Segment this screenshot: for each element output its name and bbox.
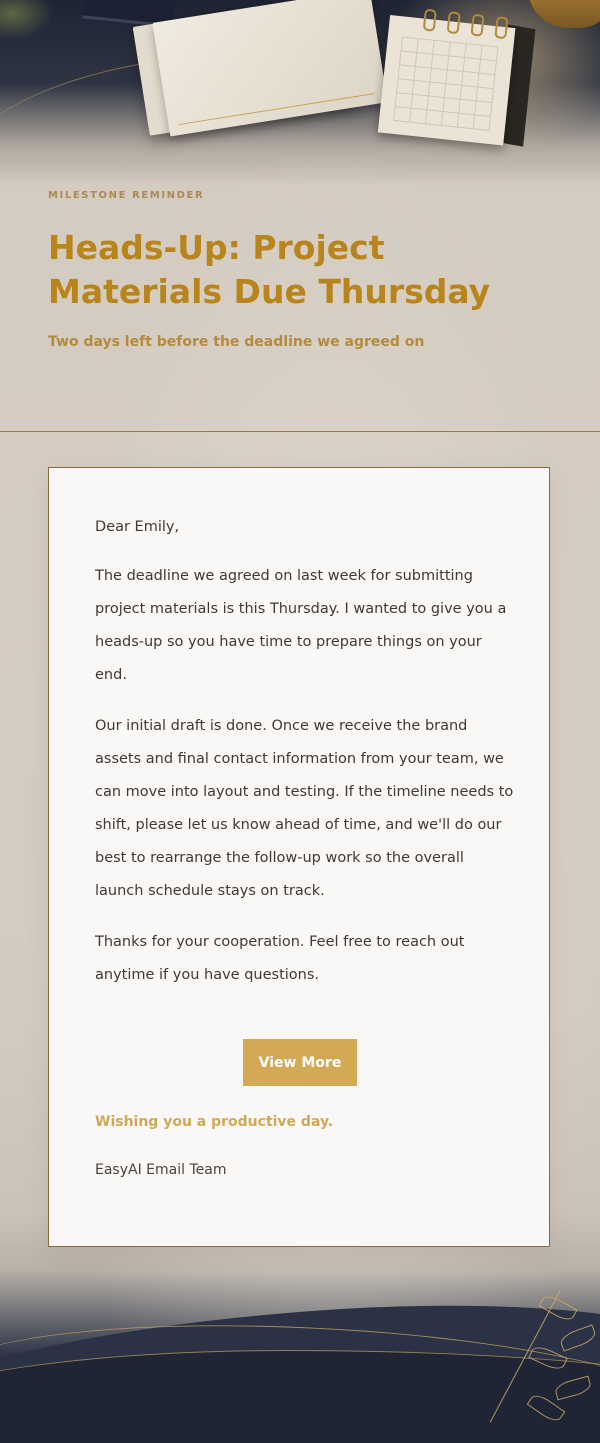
body-paragraph: Our initial draft is done. Once we receive the brand assets and final contact information from your team, we can move into layout and testing. If the timeline needs to shift, please let us know ahead of time, and we'll do our best to rearrange the follow-up work so the overall launch schedule stays on track. bbox=[95, 718, 514, 899]
header-divider bbox=[0, 431, 600, 432]
body-paragraph: The deadline we agreed on last week for submitting project materials is this Thursday. I wanted to give you a heads-up so you have time to prepare things on your end. bbox=[95, 568, 507, 683]
calendar-ring bbox=[447, 11, 461, 34]
view-more-button[interactable]: View More bbox=[243, 1039, 357, 1086]
desk-calendar-icon bbox=[378, 5, 531, 149]
calendar-grid bbox=[393, 36, 498, 131]
calendar-ring bbox=[470, 14, 484, 37]
plant-decoration bbox=[0, 0, 54, 40]
hero-image bbox=[0, 0, 600, 185]
footer-image bbox=[0, 1250, 600, 1443]
eyebrow-label: MILESTONE REMINDER bbox=[48, 190, 205, 201]
email-title: Heads-Up: Project Materials Due Thursday bbox=[48, 228, 491, 311]
body-paragraph: Thanks for your cooperation. Feel free to reach out anytime if you have questions. bbox=[95, 934, 465, 983]
greeting: Dear Emily, bbox=[95, 519, 180, 535]
email-subtitle: Two days left before the deadline we agreed on bbox=[48, 334, 425, 350]
calendar-ring bbox=[494, 16, 508, 39]
closing-line: Wishing you a productive day. bbox=[95, 1114, 334, 1130]
calendar-ring bbox=[423, 9, 437, 32]
message-card bbox=[48, 467, 550, 1247]
signature: EasyAI Email Team bbox=[95, 1162, 227, 1178]
